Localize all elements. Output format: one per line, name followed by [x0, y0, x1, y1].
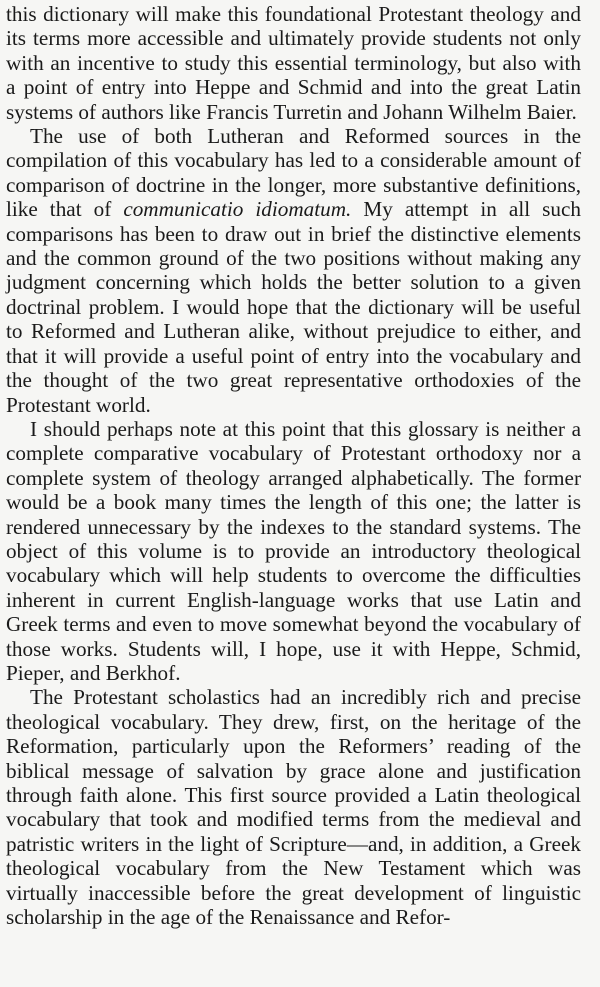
paragraph-2-text-after: My attempt in all such comparisons has been to draw out in brief the distinctive elements and the common ground of the two positions without making any judgment concerning which holds the better solution to a given doctrinal problem. I would hope that the dictionary will be useful to Reformed and Lutheran alike, without prejudice to either, and that it will provide a useful point of entry into the vocabulary and the thought of the two great representative orthodoxies of the Protestant world.: [6, 197, 581, 417]
paragraph-2-text-before: The use of both Lutheran and Reformed sources in the compilation of this vocabulary has led to a considerable amount of comparison of doctrine in the longer, more substantive definitions, like that of: [6, 124, 581, 222]
paragraph-1: this dictionary will make this foundational Protestant theology and its terms more accessible and ultimately provide students not only with an incentive to study this essential terminology, but also with a point of entry into Heppe and Schmid and into the great Latin systems of authors like Francis Turretin and Johann Wilhelm Baier.: [6, 2, 581, 124]
paragraph-2-italic-term: communicatio idiomatum.: [123, 197, 352, 222]
paragraph-2: [6, 124, 581, 417]
paragraph-3: I should perhaps note at this point that this glossary is neither a complete comparative vocabulary of Protestant orthodoxy nor a complete system of theology arranged alphabetically. The former would be a book many times the length of this one; the latter is rendered unnecessary by the indexes to the standard systems. The object of this volume is to provide an introductory theological vocabulary which will help students to overcome the difficulties inherent in current English-language works that use Latin and Greek terms and even to move somewhat beyond the vocabulary of those works. Students will, I hope, use it with Heppe, Schmid, Pieper, and Berkhof.: [6, 416, 581, 685]
document-page: [6, 2, 581, 929]
paragraph-4: The Protestant scholastics had an incredibly rich and precise theological vocabulary. They drew, first, on the heritage of the Reformation, particularly upon the Reformers’ reading of the biblical message of salvation by grace alone and justification through faith alone. This first source provided a Latin theological vocabulary that took and modified terms from the medieval and patristic writers in the light of Scripture—and, in addition, a Greek theological vocabulary from the New Testament which was virtually inaccessible before the great development of linguistic scholarship in the age of the Renaissance and Refor-: [6, 685, 581, 930]
